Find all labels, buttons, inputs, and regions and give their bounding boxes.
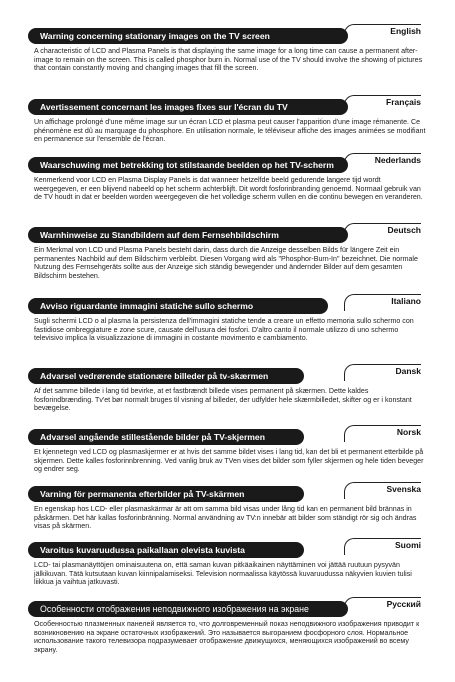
section-heading: Waarschuwing met betrekking tot stilstaande beelden op het TV-scherm (28, 157, 348, 173)
section-heading: Avviso riguardante immagini statiche sullo schermo (28, 298, 328, 314)
section-nederlands (28, 157, 422, 202)
section-heading: Advarsel vedrørende stationære billeder på tv-skærmen (28, 368, 304, 384)
section-heading: Avertissement concernant les images fixes sur l'écran du TV (28, 99, 348, 115)
section-text: Un affichage prolongé d'une même image sur un écran LCD et plasma peut causer l'apparition d'une image rémanente. Ce phénomène est dû au marquage du phosphore. En utilisation normale, le téléviseur affiche des images animées se modifiant en permanence sur l'ensemble de l'écran. (34, 118, 426, 144)
section-text: A characteristic of LCD and Plasma Panels is that displaying the same image for a long time can cause a permanent after-image to remain on the screen. This is called phosphor burn in. Normal use of the TV should involve the showing of pictures that contain constantly moving and changing images that fill the screen. (34, 47, 423, 73)
section-english (28, 28, 422, 73)
language-label: Français (386, 97, 421, 107)
section-text: Kenmerkend voor LCD en Plasma Display Panels is dat wanneer hetzelfde beeld gedurende langere tijd wordt weergegeven, er een blijvend nabeeld op het scherm achterblijft. Dit wordt fosforinbranding genoemd. Normaal gebruik van de TV houdt in dat er beelden worden weergegeven die het volledige scherm vullen en die continu bewegen en veranderen. (34, 176, 423, 202)
section-russian (28, 601, 422, 654)
section-heading: Warnhinweise zu Standbildern auf dem Fernsehbildschirm (28, 227, 348, 243)
section-heading: Особенности отображения неподвижного изображения на экране (28, 601, 348, 617)
language-label: Deutsch (387, 225, 421, 235)
language-label: Dansk (395, 366, 421, 376)
section-text: Особенностью плазменных панелей является то, что долговременный показ неподвижного изображения приводит к возникновению на экране остаточных изображений. Это называется выгоранием фосфорного слоя. Нормальное использование такого телевизора подразумевает отображение движущихся, меняющихся изображений во всему экрану. (34, 620, 420, 654)
section-text: Et kjennetegn ved LCD og plasmaskjermer er at hvis det samme bildet vises i lang tid, kan det bli et permanent etterbilde på skjermen. Dette kalles fosforinnbrenning. Ved vanlig bruk av TVen vises det bilder som fyller skjermen og hele tiden beveger og endrer seg. (34, 448, 424, 474)
section-italiano (28, 298, 422, 343)
section-francais (28, 99, 426, 144)
section-norsk (28, 429, 422, 474)
language-label: Norsk (396, 427, 421, 437)
section-text: Ein Merkmal von LCD und Plasma Panels besteht darin, dass durch die Anzeige desselben Bilds für längere Zeit ein permanentes Nachbild auf dem Bildschirm verbleibt. Diesen Vorgang wird als "Phosphor-Burn-In" bezeichnet. Die normale Nutzung des Fernsehgeräts sollte aus der Anzeige sich ständig bewegender und ändernder Bilder auf dem gesamten Bildschirm bestehen. (34, 246, 418, 280)
section-text: LCD- tai plasmanäyttöjen ominaisuutena on, että saman kuvan pitkäaikainen näyttäminen voi jättää ruutuun pysyvän jälkikuvan. Tätä kutsutaan kuvan kiinnipalamiseksi. Television normaalissa käytössä kuvaruudussa näkyvien kuvien tulisi liikkua ja vaihtua jatkuvasti. (34, 561, 412, 587)
section-svenska (28, 486, 422, 531)
language-label: Svenska (386, 484, 421, 494)
section-suomi (28, 542, 422, 587)
section-heading: Varoitus kuvaruudussa paikallaan olevista kuvista (28, 542, 304, 558)
language-label: Nederlands (374, 155, 421, 165)
section-text: Af det samme billede i lang tid bevirke, at et fastbrændt billede vises permanent på skærmen. Dette kaldes fosforindbrænding. Tv'et bør normalt bruges til visning af billeder, der udfylder hele skærmbilledet, skifter og er i konstant bevægelse. (34, 387, 412, 413)
language-label: Русский (386, 599, 421, 609)
section-dansk (28, 368, 422, 413)
section-deutsch (28, 227, 422, 280)
language-label: Italiano (391, 296, 421, 306)
section-text: Sugli schermi LCD o al plasma la persistenza dell'immagini statiche tende a creare un effetto memoria sullo schermo con fastidiose ombreggiature e zone scure, causate dell'usura dei fosfori. D'altro canto il normale utilizzo di uno schermo televisivo implica la visualizzazione di immagini in costante movimento e cambiamento. (34, 317, 414, 343)
section-heading: Warning concerning stationary images on the TV screen (28, 28, 348, 44)
section-heading: Varning för permanenta efterbilder på TV-skärmen (28, 486, 304, 502)
section-text: En egenskap hos LCD- eller plasmaskärmar är att om samma bild visas under lång tid kan en permanent bild brännas in påskärmen. Det här kallas fosforinbränning. Normal användning av TV:n innebär att bilder som ständigt rör sig och ändras visas på skärmen. (34, 505, 417, 531)
section-heading: Advarsel angående stillestående bilder på TV-skjermen (28, 429, 304, 445)
language-label: English (390, 26, 421, 36)
language-label: Suomi (395, 540, 421, 550)
